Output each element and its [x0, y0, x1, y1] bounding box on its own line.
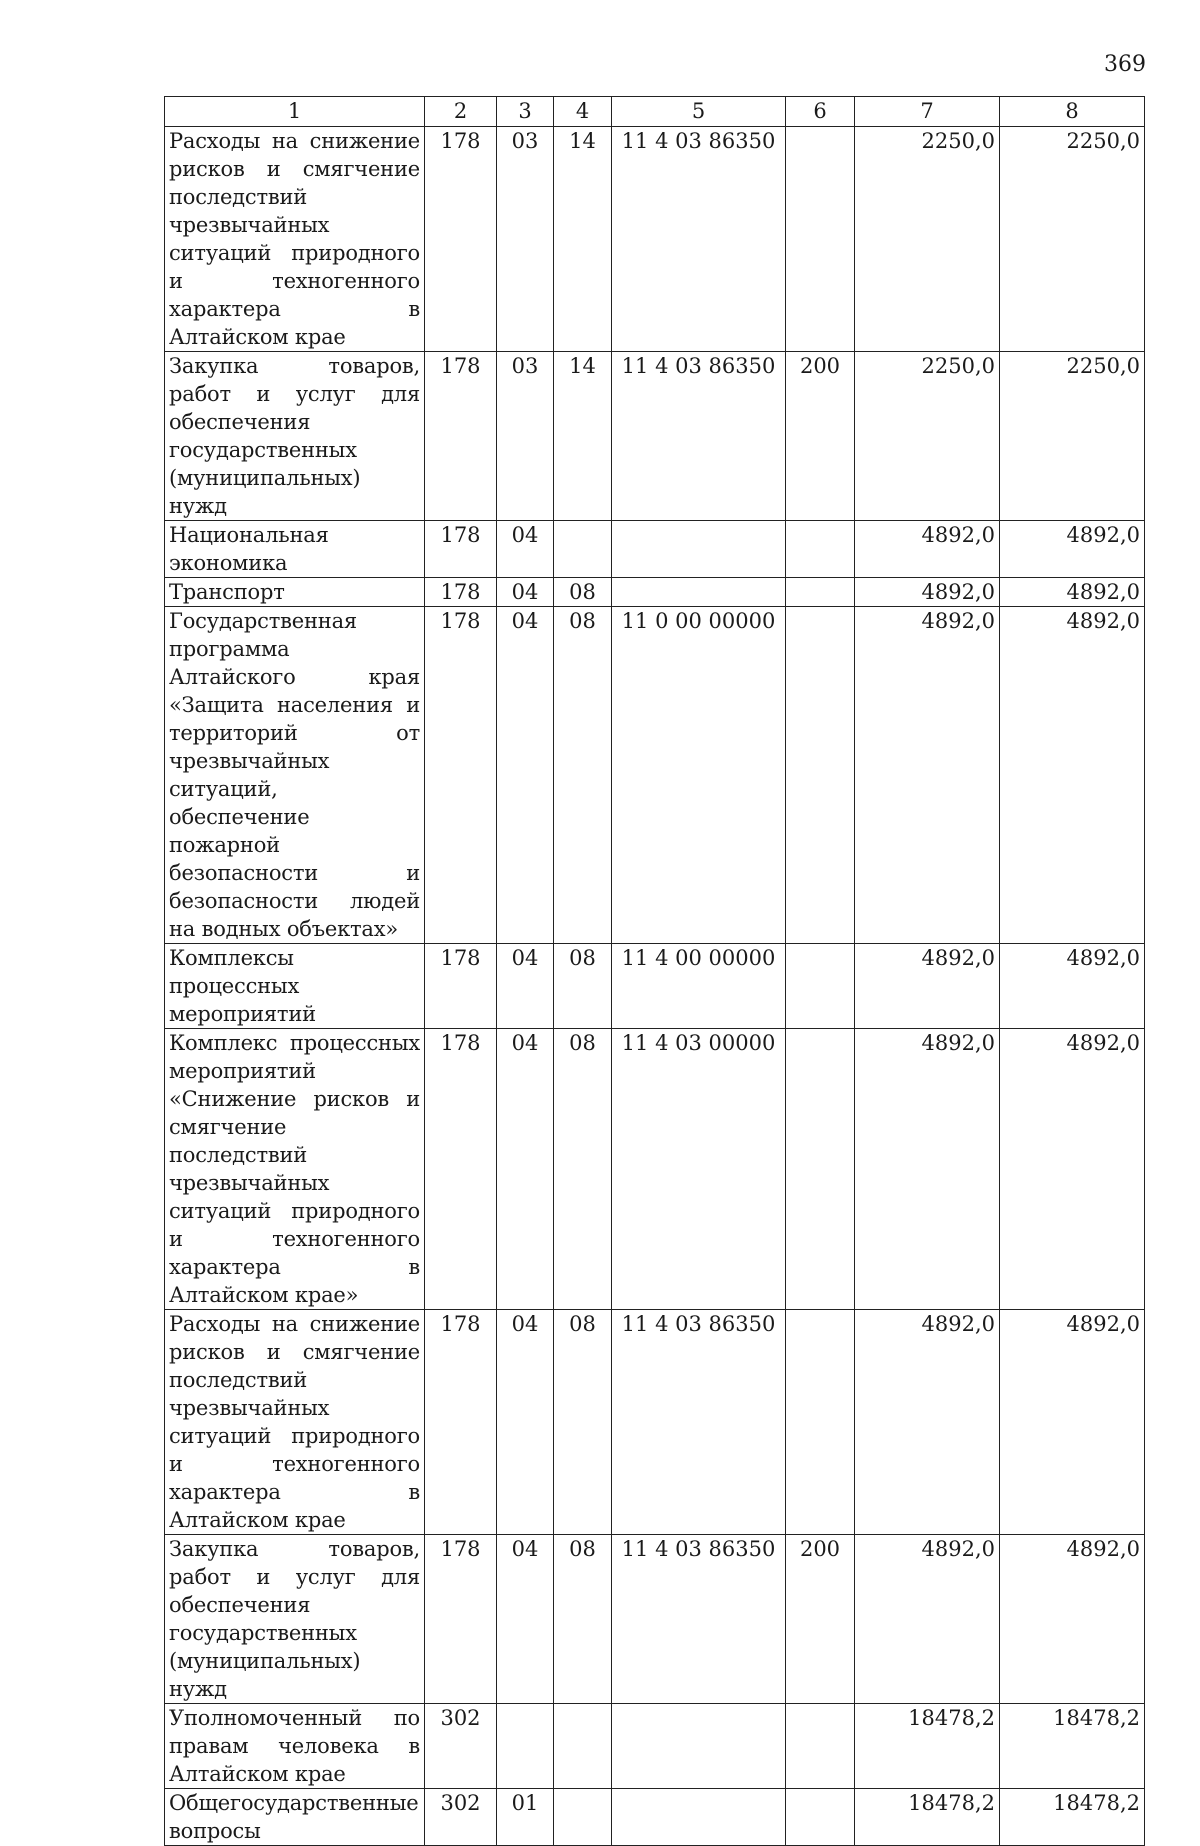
row-subsection: 08 — [554, 1310, 612, 1535]
table-row — [165, 352, 1145, 521]
table-row — [165, 521, 1145, 578]
row-subsection: 08 — [554, 1535, 612, 1704]
row-amount-1: 4892,0 — [855, 944, 1000, 1029]
row-name: Расходы на снижение рисков и смягчение последствий чрезвычайных ситуаций природного и техногенного характера в Алтайском крае — [165, 1310, 425, 1535]
row-name: Уполномоченный по правам человека в Алтайском крае — [165, 1704, 425, 1789]
row-subsection — [554, 521, 612, 578]
row-name: Закупка товаров, работ и услуг для обеспечения государственных (муниципальных) нужд — [165, 1535, 425, 1704]
row-section: 04 — [497, 1029, 554, 1310]
row-amount-1: 4892,0 — [855, 521, 1000, 578]
table-row — [165, 1029, 1145, 1310]
row-name: Государственная программа Алтайского края «Защита населения и территорий от чрезвычайных ситуаций, обеспечение пожарной безопасности и безопасности людей на водных объектах» — [165, 607, 425, 944]
row-name: Транспорт — [165, 578, 425, 607]
row-expense-type — [786, 127, 855, 352]
row-subsection — [554, 1704, 612, 1789]
row-target-article — [612, 1789, 786, 1846]
row-target-article: 11 4 00 00000 — [612, 944, 786, 1029]
header-col-2: 2 — [425, 97, 497, 127]
table-row — [165, 1789, 1145, 1846]
row-admin-code: 178 — [425, 127, 497, 352]
row-name: Национальная экономика — [165, 521, 425, 578]
row-amount-2: 2250,0 — [1000, 352, 1145, 521]
row-expense-type — [786, 1310, 855, 1535]
row-amount-2: 4892,0 — [1000, 944, 1145, 1029]
row-amount-1: 4892,0 — [855, 607, 1000, 944]
row-subsection: 14 — [554, 352, 612, 521]
row-section: 04 — [497, 607, 554, 944]
row-subsection: 08 — [554, 944, 612, 1029]
row-amount-2: 18478,2 — [1000, 1789, 1145, 1846]
row-subsection: 14 — [554, 127, 612, 352]
row-amount-2: 4892,0 — [1000, 607, 1145, 944]
header-row — [165, 97, 1145, 127]
row-admin-code: 178 — [425, 1535, 497, 1704]
row-section: 04 — [497, 521, 554, 578]
row-section: 04 — [497, 578, 554, 607]
row-name: Комплекс процессных мероприятий «Снижение рисков и смягчение последствий чрезвычайных ситуаций природного и техногенного характера в Алтайском крае» — [165, 1029, 425, 1310]
row-target-article — [612, 521, 786, 578]
row-expense-type: 200 — [786, 352, 855, 521]
row-admin-code: 178 — [425, 521, 497, 578]
row-subsection: 08 — [554, 1029, 612, 1310]
row-target-article: 11 4 03 86350 — [612, 1310, 786, 1535]
table-row — [165, 1310, 1145, 1535]
row-amount-1: 18478,2 — [855, 1704, 1000, 1789]
row-admin-code: 178 — [425, 944, 497, 1029]
row-admin-code: 178 — [425, 578, 497, 607]
table-row — [165, 127, 1145, 352]
row-admin-code: 178 — [425, 1310, 497, 1535]
table-row — [165, 607, 1145, 944]
row-expense-type: 200 — [786, 1535, 855, 1704]
row-section: 04 — [497, 1310, 554, 1535]
row-name: Закупка товаров, работ и услуг для обеспечения государственных (муниципальных) нужд — [165, 352, 425, 521]
row-expense-type — [786, 1704, 855, 1789]
row-name: Комплексы процессных мероприятий — [165, 944, 425, 1029]
row-amount-2: 4892,0 — [1000, 1310, 1145, 1535]
row-amount-2: 2250,0 — [1000, 127, 1145, 352]
row-subsection: 08 — [554, 578, 612, 607]
row-section: 01 — [497, 1789, 554, 1846]
row-subsection — [554, 1789, 612, 1846]
row-section: 03 — [497, 127, 554, 352]
row-amount-2: 4892,0 — [1000, 521, 1145, 578]
row-expense-type — [786, 578, 855, 607]
header-col-1: 1 — [165, 97, 425, 127]
row-name: Расходы на снижение рисков и смягчение последствий чрезвычайных ситуаций природного и техногенного характера в Алтайском крае — [165, 127, 425, 352]
budget-table — [164, 96, 1145, 1846]
row-amount-1: 4892,0 — [855, 578, 1000, 607]
row-expense-type — [786, 944, 855, 1029]
header-col-5: 5 — [612, 97, 786, 127]
header-col-4: 4 — [554, 97, 612, 127]
row-expense-type — [786, 521, 855, 578]
row-amount-2: 18478,2 — [1000, 1704, 1145, 1789]
header-col-8: 8 — [1000, 97, 1145, 127]
header-col-7: 7 — [855, 97, 1000, 127]
row-admin-code: 178 — [425, 1029, 497, 1310]
row-expense-type — [786, 1789, 855, 1846]
row-amount-1: 4892,0 — [855, 1029, 1000, 1310]
row-target-article: 11 4 03 00000 — [612, 1029, 786, 1310]
row-target-article: 11 4 03 86350 — [612, 127, 786, 352]
row-amount-1: 2250,0 — [855, 127, 1000, 352]
row-amount-2: 4892,0 — [1000, 1535, 1145, 1704]
row-target-article — [612, 1704, 786, 1789]
row-expense-type — [786, 607, 855, 944]
row-admin-code: 302 — [425, 1704, 497, 1789]
table-row — [165, 1535, 1145, 1704]
row-amount-2: 4892,0 — [1000, 1029, 1145, 1310]
row-expense-type — [786, 1029, 855, 1310]
row-section: 04 — [497, 944, 554, 1029]
row-amount-2: 4892,0 — [1000, 578, 1145, 607]
row-admin-code: 178 — [425, 607, 497, 944]
row-target-article: 11 0 00 00000 — [612, 607, 786, 944]
row-section: 04 — [497, 1535, 554, 1704]
row-amount-1: 4892,0 — [855, 1535, 1000, 1704]
header-col-6: 6 — [786, 97, 855, 127]
row-target-article: 11 4 03 86350 — [612, 352, 786, 521]
page-number: 369 — [1104, 52, 1146, 77]
row-subsection: 08 — [554, 607, 612, 944]
row-admin-code: 178 — [425, 352, 497, 521]
header-col-3: 3 — [497, 97, 554, 127]
row-amount-1: 18478,2 — [855, 1789, 1000, 1846]
row-amount-1: 4892,0 — [855, 1310, 1000, 1535]
table-row — [165, 944, 1145, 1029]
row-section: 03 — [497, 352, 554, 521]
row-admin-code: 302 — [425, 1789, 497, 1846]
row-amount-1: 2250,0 — [855, 352, 1000, 521]
row-target-article — [612, 578, 786, 607]
table-row — [165, 578, 1145, 607]
row-name: Общегосударственные вопросы — [165, 1789, 425, 1846]
row-target-article: 11 4 03 86350 — [612, 1535, 786, 1704]
table-row — [165, 1704, 1145, 1789]
row-section — [497, 1704, 554, 1789]
